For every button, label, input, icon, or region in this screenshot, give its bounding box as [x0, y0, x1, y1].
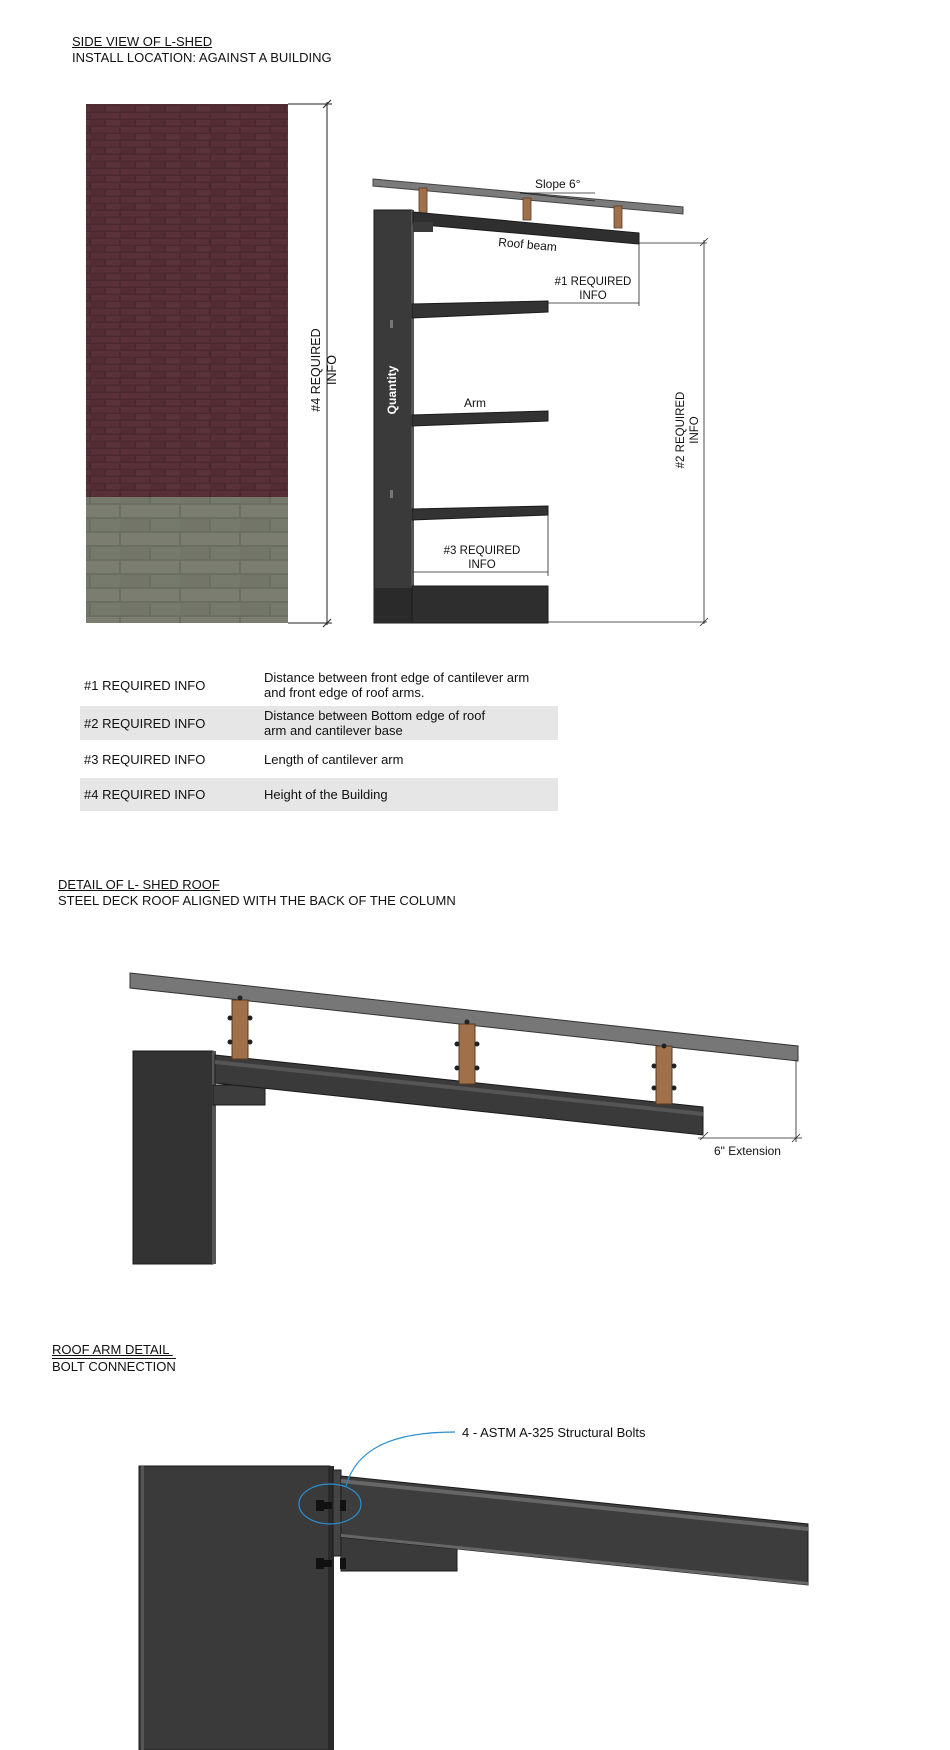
table-value — [260, 706, 558, 740]
req3-label-line2: INFO — [468, 559, 496, 571]
cantilever-base — [412, 586, 548, 623]
table-value: Length of cantilever arm — [264, 751, 404, 767]
extension-dimension — [698, 1060, 802, 1142]
table-row — [80, 706, 558, 740]
brick-wall — [86, 104, 288, 497]
slope-label: Slope 6° — [535, 177, 581, 191]
table-value — [260, 664, 558, 706]
extension-label: 6" Extension — [714, 1144, 781, 1158]
roof-detail-bracket — [213, 1085, 265, 1105]
table-row — [80, 778, 558, 811]
bolts-label: 4 - ASTM A-325 Structural Bolts — [462, 1425, 646, 1440]
table-key: #2 REQUIRED INFO — [80, 706, 260, 740]
required-info-table — [80, 664, 558, 811]
req2-label-line1: #2 REQUIRED — [675, 391, 687, 469]
roof-detail-subtitle: STEEL DECK ROOF ALIGNED WITH THE BACK OF THE COLUMN — [58, 893, 456, 908]
table-key: #4 REQUIRED INFO — [80, 778, 260, 811]
roof-beam-label: Roof beam — [497, 235, 558, 255]
table-value-line: and front edge of roof arms. — [264, 685, 425, 700]
quantity-label: Quantity — [385, 365, 399, 415]
roof-beam-bracket — [413, 222, 433, 232]
roof-detail-column — [133, 1051, 213, 1264]
table-key: #1 REQUIRED INFO — [84, 677, 206, 693]
building-wall — [86, 104, 288, 623]
side-view-title: SIDE VIEW OF L-SHED — [72, 34, 213, 49]
table-value-line: Distance between Bottom edge of roof — [264, 708, 486, 723]
table-value-line: arm and cantilever base — [264, 723, 403, 738]
req1-label-line2: INFO — [579, 290, 607, 302]
roof-detail-header — [58, 877, 456, 909]
req1-label-line1: #1 REQUIRED — [554, 276, 632, 288]
bolt-detail-subtitle: BOLT CONNECTION — [52, 1359, 176, 1374]
req2-label-line2: INFO — [689, 416, 701, 444]
table-value: Height of the Building — [260, 778, 558, 811]
side-view-subtitle: INSTALL LOCATION: AGAINST A BUILDING — [72, 50, 332, 65]
table-row — [80, 664, 558, 706]
bolt-detail-title: ROOF ARM DETAIL — [52, 1342, 173, 1357]
req4-label-line1: #4 REQUIRED — [309, 328, 323, 412]
req3-label-line1: #3 REQUIRED — [443, 545, 521, 557]
table-value-line: Distance between front edge of cantilever arm — [264, 670, 530, 685]
block-wall — [86, 497, 288, 623]
arm-label: Arm — [464, 396, 486, 410]
bolt-detail-drawing — [139, 1432, 808, 1750]
cantilever-arms — [412, 301, 548, 520]
req4-label-line2: INFO — [325, 355, 339, 385]
cantilever-column — [374, 210, 414, 623]
table-key: #3 REQUIRED INFO — [84, 751, 206, 767]
roof-detail-title: DETAIL OF L- SHED ROOF — [58, 877, 220, 892]
end-plate — [333, 1470, 341, 1556]
table-row — [80, 740, 558, 778]
bolt-detail-header — [52, 1342, 176, 1375]
bolt-detail-column — [139, 1466, 330, 1750]
roof-detail-drawing — [130, 973, 802, 1264]
